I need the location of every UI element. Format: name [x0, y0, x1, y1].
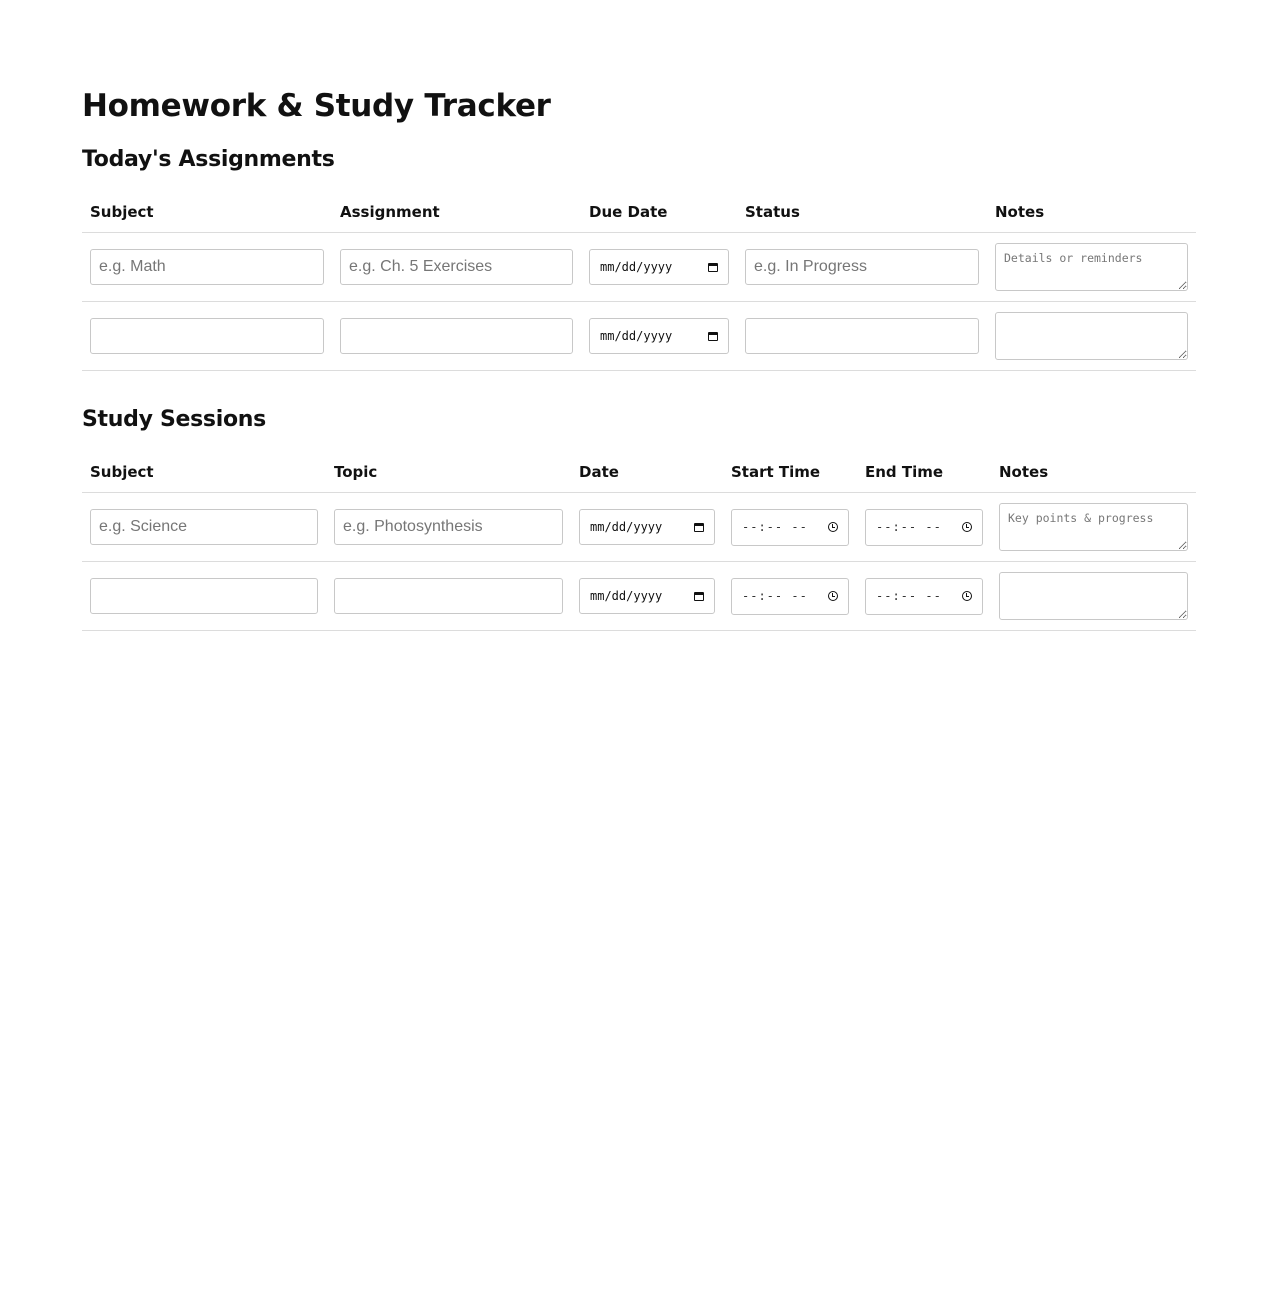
- calendar-icon[interactable]: [694, 592, 704, 601]
- clock-icon[interactable]: [828, 591, 838, 601]
- notes-textarea[interactable]: [995, 312, 1188, 360]
- clock-icon[interactable]: [962, 591, 972, 601]
- column-header-notes: Notes: [991, 455, 1196, 493]
- clock-icon[interactable]: [962, 522, 972, 532]
- column-header-end-time: End Time: [857, 455, 991, 493]
- notes-textarea[interactable]: [999, 503, 1188, 551]
- time-format-text: --:-- --: [742, 589, 808, 603]
- assignment-input[interactable]: [340, 249, 573, 285]
- assignment-row: [82, 302, 1196, 371]
- date-input[interactable]: [579, 509, 715, 545]
- assignments-heading: Today's Assignments: [82, 147, 335, 172]
- assignment-input[interactable]: [340, 318, 573, 354]
- end-time-input[interactable]: [865, 578, 983, 615]
- study-session-row: [82, 493, 1196, 562]
- time-format-text: --:-- --: [742, 520, 808, 534]
- study-session-row: [82, 562, 1196, 631]
- date-format-text: mm/dd/yyyy: [590, 589, 663, 603]
- date-format-text: mm/dd/yyyy: [600, 260, 673, 274]
- notes-textarea[interactable]: [995, 243, 1188, 291]
- clock-icon[interactable]: [828, 522, 838, 532]
- assignments-header-row: [82, 195, 1196, 233]
- calendar-icon[interactable]: [694, 523, 704, 532]
- column-header-subject: Subject: [82, 195, 332, 233]
- due-date-input[interactable]: [589, 249, 729, 285]
- status-input[interactable]: [745, 249, 979, 285]
- notes-textarea[interactable]: [999, 572, 1188, 620]
- column-header-subject: Subject: [82, 455, 326, 493]
- time-format-text: --:-- --: [876, 589, 942, 603]
- status-input[interactable]: [745, 318, 979, 354]
- subject-input[interactable]: [90, 318, 324, 354]
- start-time-input[interactable]: [731, 509, 849, 546]
- date-input[interactable]: [579, 578, 715, 614]
- topic-input[interactable]: [334, 578, 563, 614]
- subject-input[interactable]: [90, 578, 318, 614]
- end-time-input[interactable]: [865, 509, 983, 546]
- study-sessions-table: [82, 455, 1196, 631]
- column-header-notes: Notes: [987, 195, 1196, 233]
- calendar-icon[interactable]: [708, 332, 718, 341]
- start-time-input[interactable]: [731, 578, 849, 615]
- calendar-icon[interactable]: [708, 263, 718, 272]
- assignments-table: [82, 195, 1196, 371]
- date-format-text: mm/dd/yyyy: [590, 520, 663, 534]
- assignment-row: [82, 233, 1196, 302]
- study-sessions-header-row: [82, 455, 1196, 493]
- column-header-assignment: Assignment: [332, 195, 581, 233]
- subject-input[interactable]: [90, 249, 324, 285]
- column-header-topic: Topic: [326, 455, 571, 493]
- time-format-text: --:-- --: [876, 520, 942, 534]
- study-sessions-heading: Study Sessions: [82, 407, 266, 432]
- page-title: Homework & Study Tracker: [82, 88, 551, 124]
- column-header-status: Status: [737, 195, 987, 233]
- subject-input[interactable]: [90, 509, 318, 545]
- due-date-input[interactable]: [589, 318, 729, 354]
- date-format-text: mm/dd/yyyy: [600, 329, 673, 343]
- topic-input[interactable]: [334, 509, 563, 545]
- column-header-date: Date: [571, 455, 723, 493]
- column-header-due-date: Due Date: [581, 195, 737, 233]
- column-header-start-time: Start Time: [723, 455, 857, 493]
